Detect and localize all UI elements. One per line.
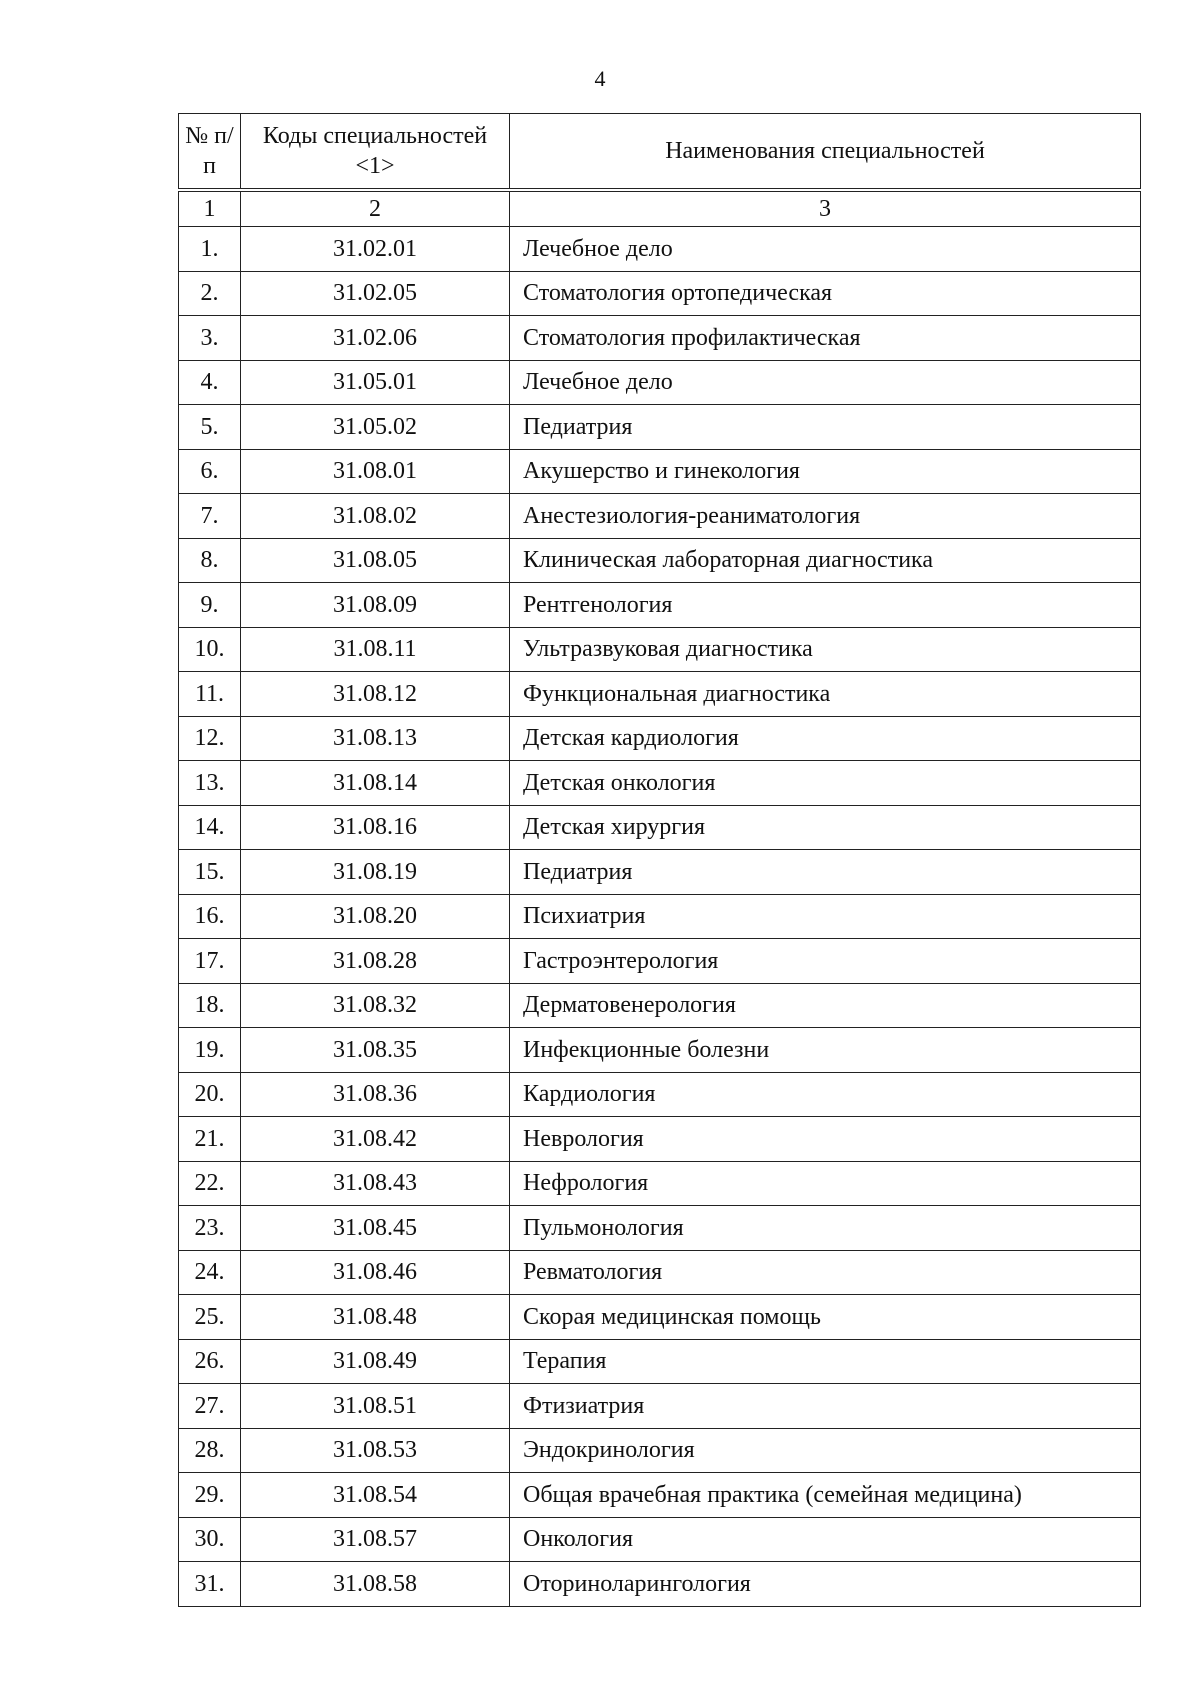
- table-row: [179, 1384, 1141, 1429]
- row-number: 21.: [179, 1117, 241, 1162]
- row-number: 31.: [179, 1562, 241, 1607]
- specialty-code: 31.08.20: [241, 894, 510, 939]
- specialty-name: Детская онкология: [510, 761, 1141, 806]
- specialty-code: 31.08.58: [241, 1562, 510, 1607]
- row-number: 12.: [179, 716, 241, 761]
- row-number: 10.: [179, 627, 241, 672]
- table-row: [179, 316, 1141, 361]
- row-number: 26.: [179, 1339, 241, 1384]
- specialty-name: Рентгенология: [510, 583, 1141, 628]
- table-row: [179, 449, 1141, 494]
- table-body: [179, 114, 1141, 1607]
- specialty-name: Клиническая лабораторная диагностика: [510, 538, 1141, 583]
- specialty-name: Акушерство и гинекология: [510, 449, 1141, 494]
- row-number: 7.: [179, 494, 241, 539]
- row-number: 5.: [179, 405, 241, 450]
- table-row: [179, 494, 1141, 539]
- table-row: [179, 983, 1141, 1028]
- specialty-name: Психиатрия: [510, 894, 1141, 939]
- specialty-name: Педиатрия: [510, 850, 1141, 895]
- specialty-name: Детская кардиология: [510, 716, 1141, 761]
- specialty-name: Оториноларингология: [510, 1562, 1141, 1607]
- specialty-name: Педиатрия: [510, 405, 1141, 450]
- column-numbers-row: [179, 190, 1141, 227]
- specialty-code: 31.08.54: [241, 1473, 510, 1518]
- specialty-code: 31.05.01: [241, 360, 510, 405]
- specialty-name: Детская хирургия: [510, 805, 1141, 850]
- row-number: 2.: [179, 271, 241, 316]
- row-number: 30.: [179, 1517, 241, 1562]
- specialty-name: Лечебное дело: [510, 360, 1141, 405]
- row-number: 4.: [179, 360, 241, 405]
- specialty-code: 31.08.12: [241, 672, 510, 717]
- table-row: [179, 1295, 1141, 1340]
- header-num: № п/п: [179, 114, 241, 191]
- specialty-name: Общая врачебная практика (семейная медицина): [510, 1473, 1141, 1518]
- specialty-name: Онкология: [510, 1517, 1141, 1562]
- row-number: 28.: [179, 1428, 241, 1473]
- specialty-code: 31.08.13: [241, 716, 510, 761]
- specialty-name: Стоматология профилактическая: [510, 316, 1141, 361]
- row-number: 25.: [179, 1295, 241, 1340]
- table-row: [179, 271, 1141, 316]
- row-number: 27.: [179, 1384, 241, 1429]
- table-row: [179, 1028, 1141, 1073]
- row-number: 20.: [179, 1072, 241, 1117]
- table-row: [179, 672, 1141, 717]
- table-row: [179, 716, 1141, 761]
- specialty-code: 31.08.01: [241, 449, 510, 494]
- table-row: [179, 583, 1141, 628]
- table-row: [179, 1161, 1141, 1206]
- table-row: [179, 1206, 1141, 1251]
- specialty-name: Кардиология: [510, 1072, 1141, 1117]
- specialty-code: 31.08.35: [241, 1028, 510, 1073]
- specialty-name: Скорая медицинская помощь: [510, 1295, 1141, 1340]
- row-number: 24.: [179, 1250, 241, 1295]
- row-number: 11.: [179, 672, 241, 717]
- specialty-code: 31.08.51: [241, 1384, 510, 1429]
- table-header-row: [179, 114, 1141, 191]
- specialty-name: Пульмонология: [510, 1206, 1141, 1251]
- table-row: [179, 1072, 1141, 1117]
- specialty-code: 31.08.32: [241, 983, 510, 1028]
- table-row: [179, 1339, 1141, 1384]
- specialty-code: 31.05.02: [241, 405, 510, 450]
- specialty-code: 31.02.06: [241, 316, 510, 361]
- table-row: [179, 761, 1141, 806]
- specialty-name: Неврология: [510, 1117, 1141, 1162]
- table-row: [179, 1517, 1141, 1562]
- table-row: [179, 1562, 1141, 1607]
- specialty-name: Гастроэнтерология: [510, 939, 1141, 984]
- specialty-name: Функциональная диагностика: [510, 672, 1141, 717]
- row-number: 18.: [179, 983, 241, 1028]
- row-number: 1.: [179, 227, 241, 272]
- column-number-2: 2: [241, 190, 510, 227]
- specialty-code: 31.08.19: [241, 850, 510, 895]
- specialty-code: 31.08.11: [241, 627, 510, 672]
- specialty-code: 31.08.05: [241, 538, 510, 583]
- specialty-code: 31.08.14: [241, 761, 510, 806]
- specialty-name: Анестезиология-реаниматология: [510, 494, 1141, 539]
- specialty-code: 31.08.48: [241, 1295, 510, 1340]
- table-row: [179, 405, 1141, 450]
- specialty-code: 31.08.57: [241, 1517, 510, 1562]
- row-number: 3.: [179, 316, 241, 361]
- specialty-code: 31.08.28: [241, 939, 510, 984]
- table-row: [179, 360, 1141, 405]
- table-row: [179, 227, 1141, 272]
- table-row: [179, 627, 1141, 672]
- table-row: [179, 894, 1141, 939]
- specialty-code: 31.08.46: [241, 1250, 510, 1295]
- table-row: [179, 1250, 1141, 1295]
- table-row: [179, 805, 1141, 850]
- row-number: 29.: [179, 1473, 241, 1518]
- specialty-code: 31.08.45: [241, 1206, 510, 1251]
- specialty-code: 31.08.42: [241, 1117, 510, 1162]
- row-number: 13.: [179, 761, 241, 806]
- specialties-table: [178, 113, 1141, 1607]
- specialty-name: Стоматология ортопедическая: [510, 271, 1141, 316]
- table-row: [179, 1428, 1141, 1473]
- specialty-code: 31.02.05: [241, 271, 510, 316]
- specialty-code: 31.08.53: [241, 1428, 510, 1473]
- specialty-code: 31.08.49: [241, 1339, 510, 1384]
- column-number-1: 1: [179, 190, 241, 227]
- specialty-code: 31.08.43: [241, 1161, 510, 1206]
- row-number: 6.: [179, 449, 241, 494]
- specialty-name: Терапия: [510, 1339, 1141, 1384]
- specialty-code: 31.08.36: [241, 1072, 510, 1117]
- row-number: 22.: [179, 1161, 241, 1206]
- table-row: [179, 1117, 1141, 1162]
- specialty-name: Дерматовенерология: [510, 983, 1141, 1028]
- row-number: 15.: [179, 850, 241, 895]
- specialty-name: Лечебное дело: [510, 227, 1141, 272]
- row-number: 17.: [179, 939, 241, 984]
- table-row: [179, 939, 1141, 984]
- table-row: [179, 538, 1141, 583]
- row-number: 16.: [179, 894, 241, 939]
- page-number: 4: [594, 66, 606, 91]
- specialty-code: 31.08.09: [241, 583, 510, 628]
- specialty-name: Ультразвуковая диагностика: [510, 627, 1141, 672]
- row-number: 9.: [179, 583, 241, 628]
- row-number: 8.: [179, 538, 241, 583]
- column-number-3: 3: [510, 190, 1141, 227]
- specialty-code: 31.02.01: [241, 227, 510, 272]
- specialty-name: Ревматология: [510, 1250, 1141, 1295]
- specialty-code: 31.08.02: [241, 494, 510, 539]
- table-row: [179, 850, 1141, 895]
- specialty-name: Эндокринология: [510, 1428, 1141, 1473]
- header-code: Коды специальностей <1>: [241, 114, 510, 191]
- row-number: 23.: [179, 1206, 241, 1251]
- specialty-name: Инфекционные болезни: [510, 1028, 1141, 1073]
- specialty-name: Нефрология: [510, 1161, 1141, 1206]
- table-row: [179, 1473, 1141, 1518]
- specialty-code: 31.08.16: [241, 805, 510, 850]
- header-name: Наименования специальностей: [510, 114, 1141, 191]
- specialty-name: Фтизиатрия: [510, 1384, 1141, 1429]
- row-number: 19.: [179, 1028, 241, 1073]
- row-number: 14.: [179, 805, 241, 850]
